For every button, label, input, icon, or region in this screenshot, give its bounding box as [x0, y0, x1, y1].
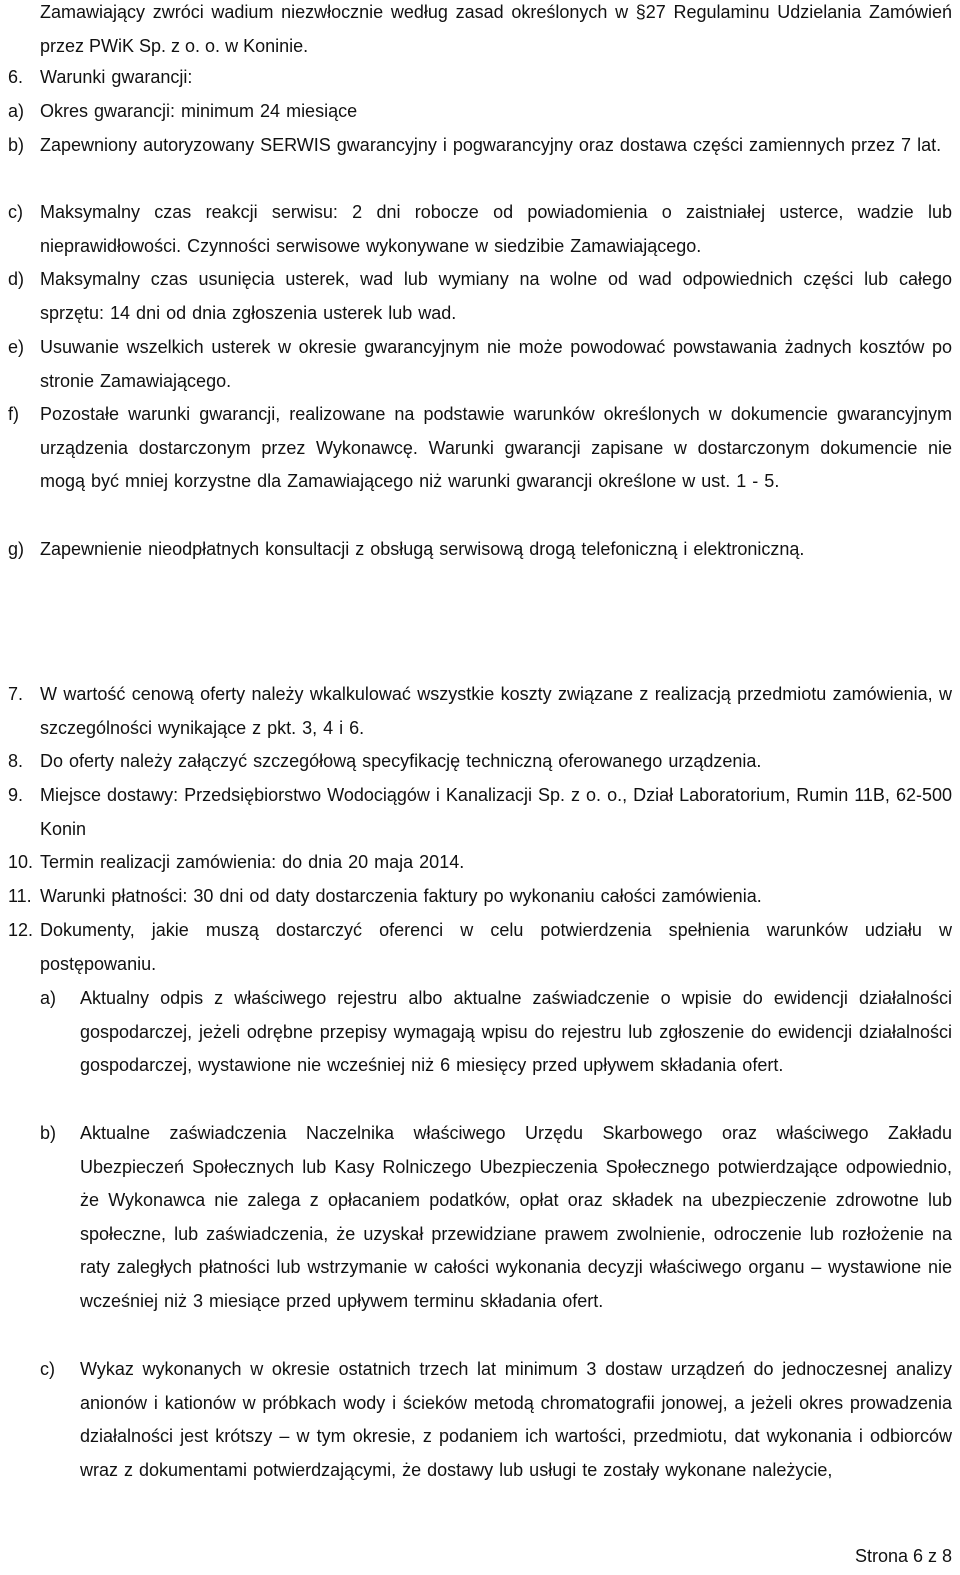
- section-text: Do oferty należy załączyć szczegółową specyfikację techniczną oferowanego urządzenia.: [40, 751, 762, 771]
- item-label: g): [8, 539, 25, 559]
- continuation-text: Zamawiający zwróci wadium niezwłocznie według zasad określonych w §27 Regulaminu Udzielania Zamówień przez PWiK Sp. z o. o. w Koninie.: [40, 2, 952, 56]
- section-8: [8, 745, 952, 779]
- item-label: a): [40, 988, 57, 1008]
- section-10: [8, 846, 952, 880]
- warranty-item-g: [8, 533, 952, 567]
- document-item-c: [40, 1353, 952, 1487]
- warranty-item-a: [8, 95, 952, 129]
- item-label: d): [8, 269, 25, 289]
- section-title: Warunki gwarancji:: [40, 67, 193, 87]
- item-label: e): [8, 337, 25, 357]
- item-text: Pozostałe warunki gwarancji, realizowane na podstawie warunków określonych w dokumencie gwarancyjnym urządzenia dostarczonym przez Wykonawcę. Warunki gwarancji zapisane w dostarczonym dokumencie nie mogą być mniej korzystne dla Zamawiającego niż warunki gwarancji określone w ust. 1 - 5.: [40, 404, 952, 492]
- item-text: Okres gwarancji: minimum 24 miesiące: [40, 101, 358, 121]
- document-item-a: [40, 982, 952, 1083]
- item-text: Aktualne zaświadczenia Naczelnika właściwego Urzędu Skarbowego oraz właściwego Zakładu Ubezpieczeń Społecznych lub Kasy Rolniczego Ubezpieczenia Społecznego potwierdzające odpowiednio, że Wykonawca nie zalega z opłacaniem podatków, opłat oraz składek na ubezpieczenie zdrowotne lub społeczne, lub zaświadczenia, że uzyskał przewidziane prawem zwolnienie, odroczenie lub rozłożenie na raty zaległych płatności lub wstrzymanie w całości wykonania decyzji właściwego organu – wystawione nie wcześniej niż 3 miesiące przed upływem terminu składania ofert.: [80, 1123, 952, 1311]
- page-number: Strona 6 z 8: [854, 1546, 952, 1566]
- item-text: Maksymalny czas reakcji serwisu: 2 dni robocze od powiadomienia o zaistniałej usterce, wadzie lub nieprawidłowości. Czynności serwisowe wykonywane w siedzibie Zamawiającego.: [40, 202, 952, 256]
- item-label: b): [8, 135, 25, 155]
- section-number: 7.: [8, 684, 24, 704]
- document-item-b: [40, 1117, 952, 1319]
- section-text: Dokumenty, jakie muszą dostarczyć oferenci w celu potwierdzenia spełnienia warunków udziału w postępowaniu.: [40, 920, 952, 974]
- item-text: Usuwanie wszelkich usterek w okresie gwarancyjnym nie może powodować powstawania żadnych kosztów po stronie Zamawiającego.: [40, 337, 952, 391]
- warranty-item-c: [8, 196, 952, 263]
- section-9: [8, 779, 952, 846]
- item-text: Wykaz wykonanych w okresie ostatnich trzech lat minimum 3 dostaw urządzeń do jednoczesnej analizy anionów i kationów w próbkach wody i ścieków metodą chromatografii jonowej, a jeżeli okres prowadzenia działalności jest krótszy – w tym okresie, z podaniem ich wartości, przedmiotu, dat wykonania i odbiorców wraz z dokumentami potwierdzającymi, że dostawy lub usługi te zostały wykonane należycie,: [80, 1359, 952, 1480]
- section-text: Warunki płatności: 30 dni od daty dostarczenia faktury po wykonaniu całości zamówienia.: [40, 886, 762, 906]
- warranty-item-e: [8, 331, 952, 398]
- section-text: Termin realizacji zamówienia: do dnia 20 maja 2014.: [40, 852, 465, 872]
- section-number: 12.: [8, 920, 34, 940]
- item-label: c): [40, 1359, 55, 1379]
- section-text: W wartość cenową oferty należy wkalkulować wszystkie koszty związane z realizacją przedmiotu zamówienia, w szczególności wynikające z pkt. 3, 4 i 6.: [40, 684, 952, 738]
- section-7: [8, 678, 952, 745]
- section-text: Miejsce dostawy: Przedsiębiorstwo Wodociągów i Kanalizacji Sp. z o. o., Dział Laboratorium, Rumin 11B, 62-500 Konin: [40, 785, 952, 839]
- page-number-footer: [855, 1542, 952, 1570]
- section-number: 6.: [8, 67, 24, 87]
- warranty-item-d: [8, 263, 952, 330]
- section-6-heading: [8, 61, 952, 95]
- section-number: 9.: [8, 785, 24, 805]
- item-text: Zapewniony autoryzowany SERWIS gwarancyjny i pogwarancyjny oraz dostawa części zamiennych przez 7 lat.: [40, 135, 942, 155]
- item-text: Maksymalny czas usunięcia usterek, wad lub wymiany na wolne od wad odpowiednich części lub całego sprzętu: 14 dni od dnia zgłoszenia usterek lub wad.: [40, 269, 952, 323]
- item-label: b): [40, 1123, 57, 1143]
- item-label: f): [8, 404, 19, 424]
- item-text: Zapewnienie nieodpłatnych konsultacji z obsługą serwisową drogą telefoniczną i elektroniczną.: [40, 539, 805, 559]
- section-number: 8.: [8, 751, 24, 771]
- item-label: c): [8, 202, 23, 222]
- warranty-item-f: [8, 398, 952, 499]
- section-number: 10.: [8, 852, 34, 872]
- section-number: 11.: [8, 886, 32, 906]
- continuation-paragraph: [40, 0, 952, 63]
- section-11: [8, 880, 952, 914]
- section-12: [8, 914, 952, 981]
- warranty-item-b: [8, 129, 952, 163]
- item-text: Aktualny odpis z właściwego rejestru albo aktualne zaświadczenie o wpisie do ewidencji działalności gospodarczej, jeżeli odrębne przepisy wymagają wpisu do rejestru lub zgłoszenie do ewidencji działalności gospodarczej, wystawione nie wcześniej niż 6 miesięcy przed upływem składania ofert.: [80, 988, 952, 1076]
- item-label: a): [8, 101, 25, 121]
